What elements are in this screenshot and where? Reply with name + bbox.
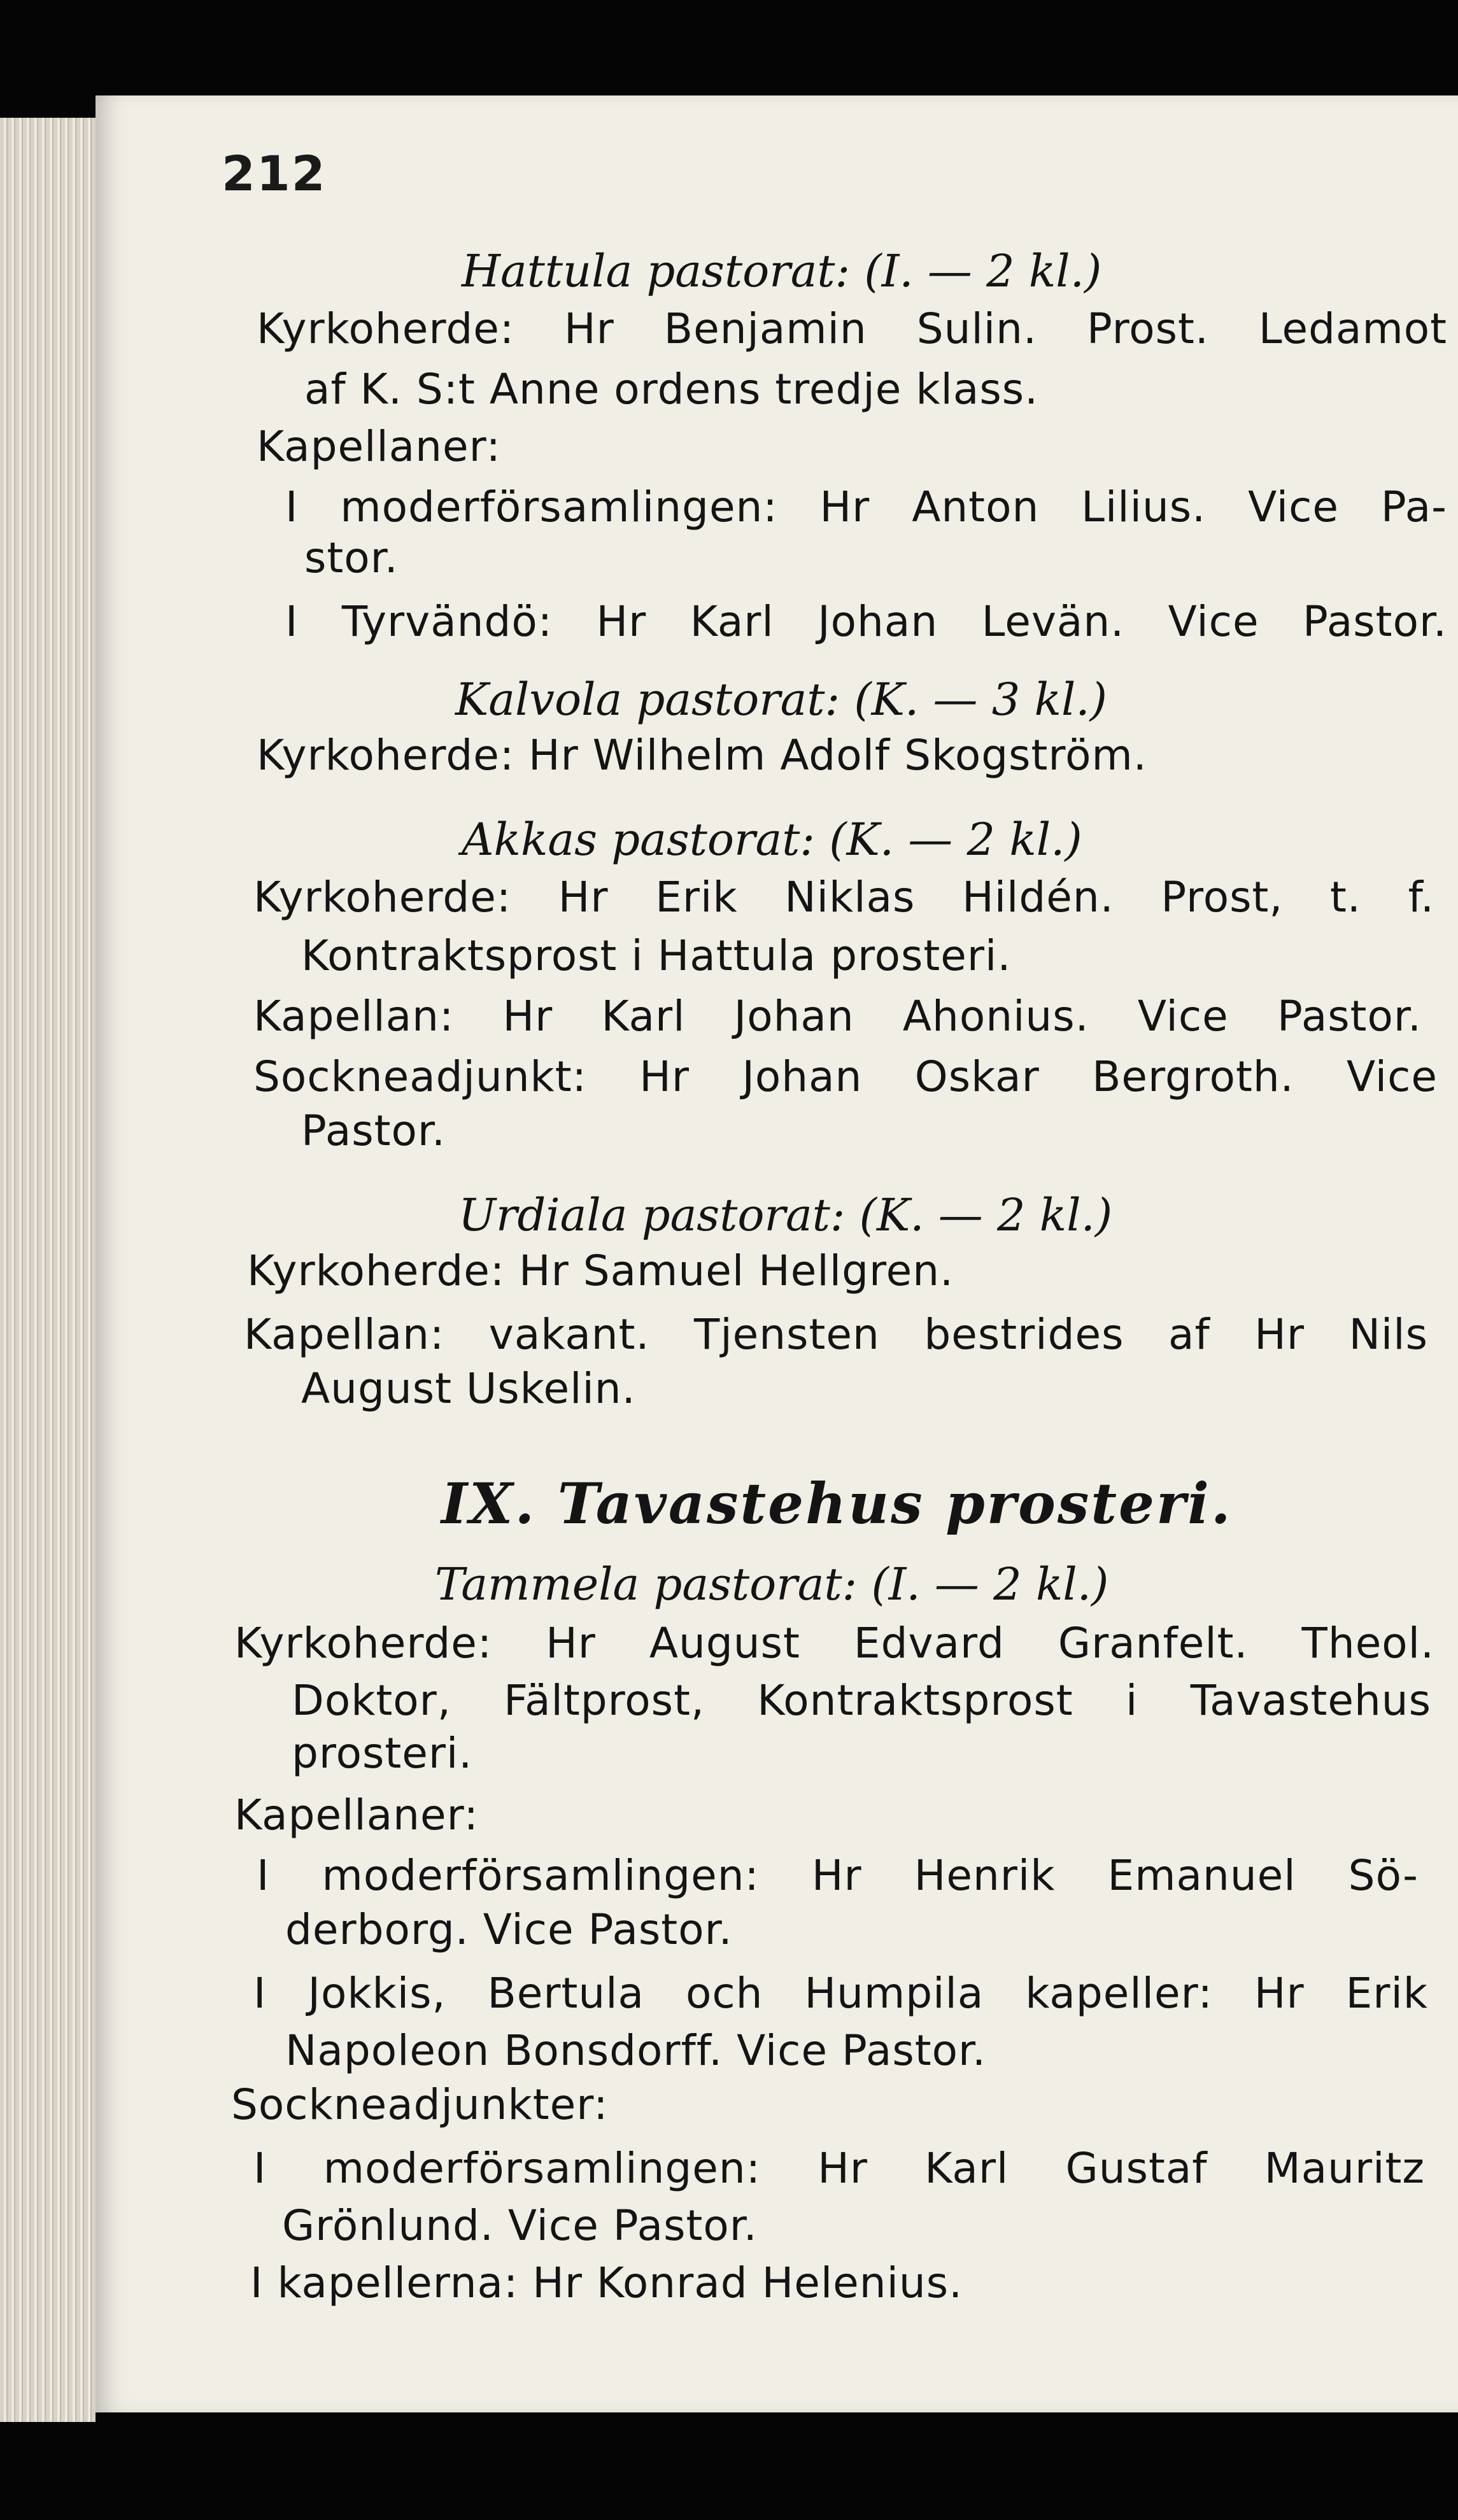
text-line: I moderförsamlingen: Hr Anton Lilius. Vice Pa- [285,482,1447,531]
text-line: Kontraktsprost i Hattula prosteri. [301,931,1012,980]
section-heading: IX. Tavastehus prosteri. [441,1470,1233,1537]
text-line: prosteri. [292,1729,473,1778]
text-line: Kapellaner: [234,1791,479,1840]
text-line: Kapellan: Hr Karl Johan Ahonius. Vice Pastor. [253,992,1422,1041]
text-line: Sockneadjunkter: [231,2080,609,2129]
text-line: Kyrkoherde: Hr Wilhelm Adolf Skogström. [257,731,1147,780]
parish-heading-hattula: Hattula pastorat: (I. — 2 kl.) [462,245,1102,297]
text-line: Kyrkoherde: Hr August Edvard Granfelt. Theol. [234,1619,1434,1668]
text-line: I Jokkis, Bertula och Humpila kapeller: Hr Erik [253,1969,1428,2018]
text-line: Napoleon Bonsdorff. Vice Pastor. [285,2026,987,2075]
text-line: stor. [304,533,399,582]
parish-heading-tammela: Tammela pastorat: (I. — 2 kl.) [435,1558,1109,1610]
page-number: 212 [222,145,327,202]
text-line: Kyrkoherde: Hr Samuel Hellgren. [247,1246,954,1295]
text-line: Kyrkoherde: Hr Benjamin Sulin. Prost. Ledamot [257,304,1447,353]
text-line: August Uskelin. [301,1364,636,1413]
parish-heading-urdiala: Urdiala pastorat: (K. — 2 kl.) [458,1189,1113,1241]
text-line: Sockneadjunkt: Hr Johan Oskar Bergroth. Vice [253,1052,1438,1101]
text-line: Kapellaner: [257,422,501,471]
text-line: I kapellerna: Hr Konrad Helenius. [250,2258,963,2307]
text-line: Kyrkoherde: Hr Erik Niklas Hildén. Prost, t. f. [253,873,1434,922]
text-line: I moderförsamlingen: Hr Henrik Emanuel Sö- [257,1851,1419,1900]
text-line: Kapellan: vakant. Tjensten bestrides af Hr Nils [244,1310,1428,1359]
book-page-edges [0,118,96,2422]
text-line: Doktor, Fältprost, Kontraktsprost i Tavastehus [292,1676,1431,1725]
text-line: derborg. Vice Pastor. [285,1905,733,1954]
text-line: Grönlund. Vice Pastor. [282,2201,758,2250]
text-line: af K. S:t Anne ordens tredje klass. [304,365,1039,414]
text-line: I Tyrvändö: Hr Karl Johan Levän. Vice Pastor. [285,597,1447,646]
text-line: Pastor. [301,1106,446,1155]
text-line: I moderförsamlingen: Hr Karl Gustaf Mauritz [253,2144,1425,2193]
parish-heading-akkas: Akkas pastorat: (K. — 2 kl.) [462,813,1082,866]
parish-heading-kalvola: Kalvola pastorat: (K. — 3 kl.) [455,673,1107,726]
